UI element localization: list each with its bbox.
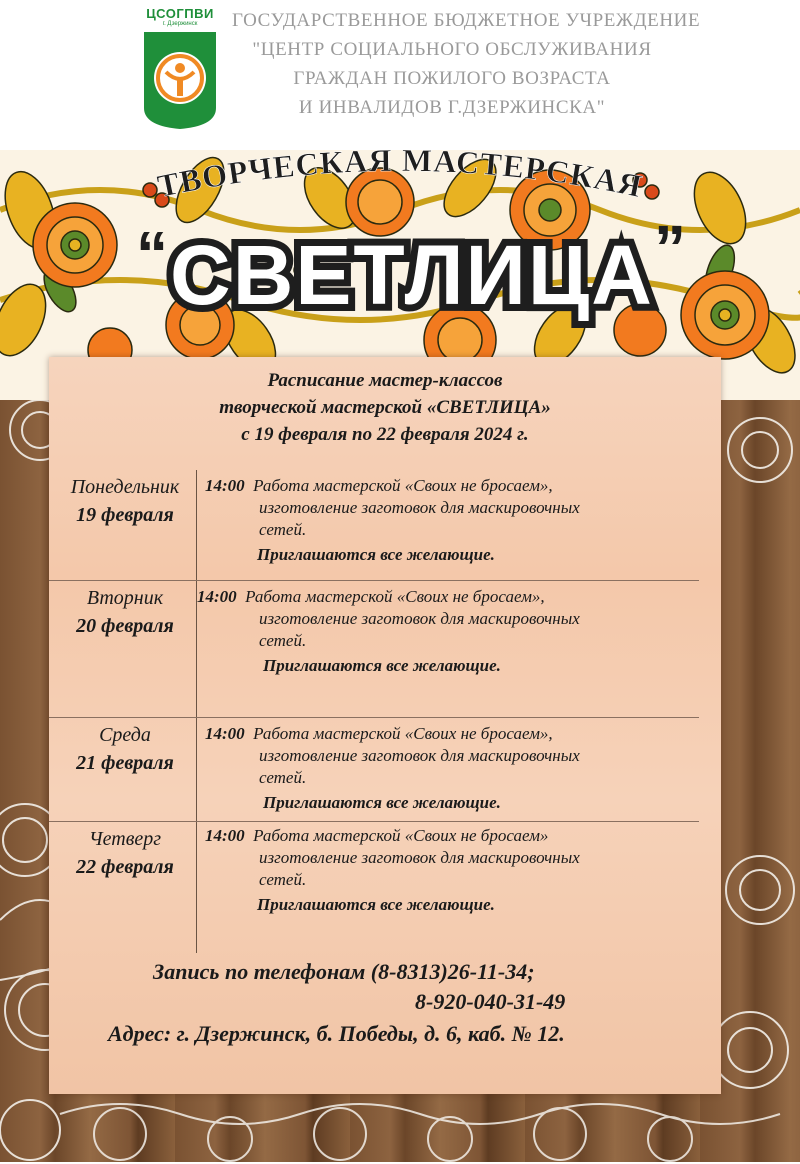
event-invitation: Приглашаются все желающие. <box>263 793 501 812</box>
event-time: 14:00 <box>197 587 237 606</box>
event-description: сетей. <box>259 520 307 539</box>
day-name: Понедельник <box>70 476 180 498</box>
workshop-title-text: СВЕТЛИЦА <box>170 228 654 322</box>
day-date: 21 февраля <box>76 752 174 774</box>
workshop-subtitle-text: ТВОРЧЕСКАЯ МАСТЕРСКАЯ <box>154 150 646 205</box>
header <box>0 0 800 150</box>
schedule-card <box>49 357 721 1094</box>
day-cell <box>55 721 195 777</box>
event-title: Работа мастерской «Своих не бросаем», <box>245 587 545 606</box>
day-name: Четверг <box>88 828 162 850</box>
event-description: сетей. <box>259 631 307 650</box>
logo-city: г. Дзержинск <box>162 21 198 27</box>
event-time: 14:00 <box>205 724 245 743</box>
lace-bottom-decoration <box>0 1094 800 1164</box>
event-time: 14:00 <box>205 826 245 845</box>
event-description: изготовление заготовок для маскировочных <box>259 746 580 765</box>
logo-caption: ЦСОГПВИ <box>146 6 214 21</box>
day-date: 22 февраля <box>76 856 174 878</box>
schedule-heading-line: творческой мастерской «СВЕТЛИЦА» <box>219 397 551 418</box>
event-invitation: Приглашаются все желающие. <box>263 656 501 675</box>
phone-line: Запись по телефонам (8-8313)26-11-34; <box>153 959 535 984</box>
org-line: И ИНВАЛИДОВ Г.ДЗЕРЖИНСКА" <box>298 97 606 118</box>
phone-number-2: 8-920-040-31-49 <box>415 989 566 1014</box>
event-description: изготовление заготовок для маскировочных <box>259 609 580 628</box>
day-date: 19 февраля <box>76 504 174 526</box>
people-emblem-icon <box>142 30 218 130</box>
event-cell <box>197 586 580 677</box>
schedule-heading-line: с 19 февраля по 22 февраля 2024 г. <box>241 424 529 445</box>
day-cell <box>55 584 195 640</box>
title-open-quote: “ <box>136 218 168 290</box>
event-time: 14:00 <box>205 476 245 495</box>
event-description: изготовление заготовок для маскировочных <box>259 848 580 867</box>
schedule-heading-line: Расписание мастер-классов <box>267 370 503 391</box>
lace-right-decoration <box>710 360 800 1162</box>
schedule-row-tuesday <box>49 581 699 718</box>
org-line: "ЦЕНТР СОЦИАЛЬНОГО ОБСЛУЖИВАНИЯ <box>252 39 652 60</box>
event-cell <box>205 825 580 916</box>
schedule-heading <box>49 367 721 448</box>
workshop-subtitle <box>120 150 680 210</box>
event-cell <box>205 723 580 814</box>
organization-name <box>232 6 701 122</box>
day-cell <box>55 825 195 881</box>
event-description: сетей. <box>259 768 307 787</box>
svg-text:ТВОРЧЕСКАЯ МАСТЕРСКАЯ <box>154 150 645 204</box>
event-description: сетей. <box>259 870 307 889</box>
org-line: ГРАЖДАН ПОЖИЛОГО ВОЗРАСТА <box>293 68 611 89</box>
event-title: Работа мастерской «Своих не бросаем», <box>253 476 553 495</box>
workshop-title <box>130 214 690 334</box>
event-invitation: Приглашаются все желающие. <box>257 545 495 564</box>
schedule-row-monday <box>49 470 699 581</box>
org-line: ГОСУДАРСТВЕННОЕ БЮДЖЕТНОЕ УЧРЕЖДЕНИЕ <box>232 10 701 31</box>
address-line: Адрес: г. Дзержинск, б. Победы, д. 6, каб. № 12. <box>108 1021 565 1046</box>
event-description: изготовление заготовок для маскировочных <box>259 498 580 517</box>
event-cell <box>205 475 580 566</box>
day-cell <box>55 473 195 529</box>
event-title: Работа мастерской «Своих не бросаем», <box>253 724 553 743</box>
organization-logo <box>142 6 218 130</box>
schedule-row-thursday <box>49 822 699 952</box>
day-date: 20 февраля <box>76 615 174 637</box>
day-name: Среда <box>99 724 151 746</box>
event-invitation: Приглашаются все желающие. <box>257 895 495 914</box>
day-name: Вторник <box>86 587 164 609</box>
event-title: Работа мастерской «Своих не бросаем» <box>253 826 549 845</box>
schedule-row-wednesday <box>49 718 699 822</box>
title-close-quote: ” <box>654 214 686 284</box>
